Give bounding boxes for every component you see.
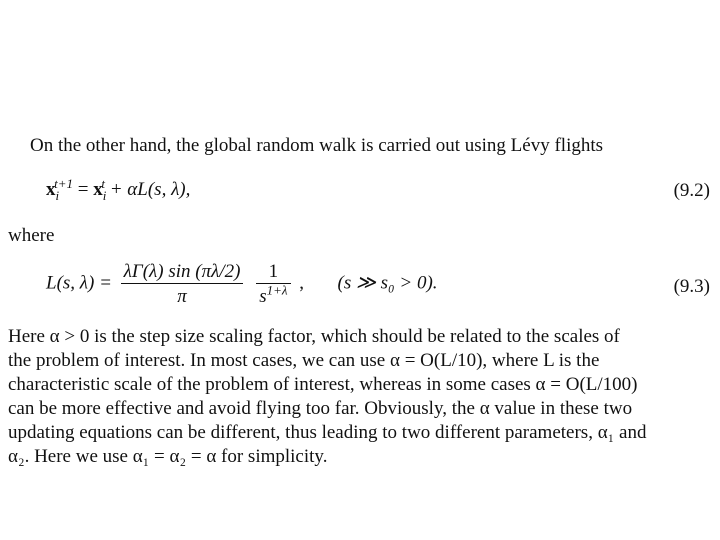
eq2-condition: (s ≫ s₀ > 0). <box>337 272 438 294</box>
eq1-lhs-sup: t+1 <box>54 175 74 191</box>
eq1-lhs-sub: i <box>55 187 60 203</box>
eq2-frac1-denominator: π <box>121 283 244 306</box>
paragraph-line: α₂. Here we use α₁ = α₂ = α for simplicity. <box>8 446 328 467</box>
eq2-lhs: L(s, λ) = <box>46 272 112 294</box>
eq2-comma: , <box>299 272 305 294</box>
eq2-frac1-numerator: λΓ(λ) sin (πλ/2) <box>123 261 241 282</box>
paragraph-line: Here α > 0 is the step size scaling factor, which should be related to the scales of <box>8 326 620 347</box>
eq1-rhs-sub: i <box>102 187 107 203</box>
eq2-frac2-den-sup: 1+λ <box>266 282 288 298</box>
eq2-fraction-2 <box>256 262 290 306</box>
body-paragraph <box>8 325 714 469</box>
paragraph-line: characteristic scale of the problem of interest, whereas in some cases α = O(L/100) <box>8 374 638 395</box>
paragraph-line: the problem of interest. In most cases, we can use α = O(L/10), where L is the <box>8 350 600 371</box>
eq2-frac2-numerator: 1 <box>268 261 279 282</box>
equation-number-9-3: (9.3) <box>673 276 710 297</box>
eq1-rhs-sup: t <box>101 175 105 191</box>
eq1-rest: + αL(s, λ), <box>109 179 191 200</box>
equation-9-2: $x_i^{t+1} = x_i^t + \alpha L(s$, λ), <box>46 175 191 203</box>
paragraph-line: can be more effective and avoid flying too far. Obviously, the α value in these two <box>8 398 633 419</box>
paragraph-line: updating equations can be different, thus leading to two different parameters, α₁ and <box>8 422 647 443</box>
eq1-rhs-var: x <box>93 179 103 200</box>
where-text: where <box>8 225 55 246</box>
eq1-lhs-var: x <box>46 179 56 200</box>
intro-text: On the other hand, the global random walk is carried out using Lévy flights <box>30 135 604 156</box>
equation-number-9-2: (9.2) <box>673 180 710 201</box>
eq2-fraction-1 <box>121 262 244 306</box>
equation-9-3 <box>46 262 438 306</box>
eq2-frac2-den-base: s <box>259 286 267 307</box>
